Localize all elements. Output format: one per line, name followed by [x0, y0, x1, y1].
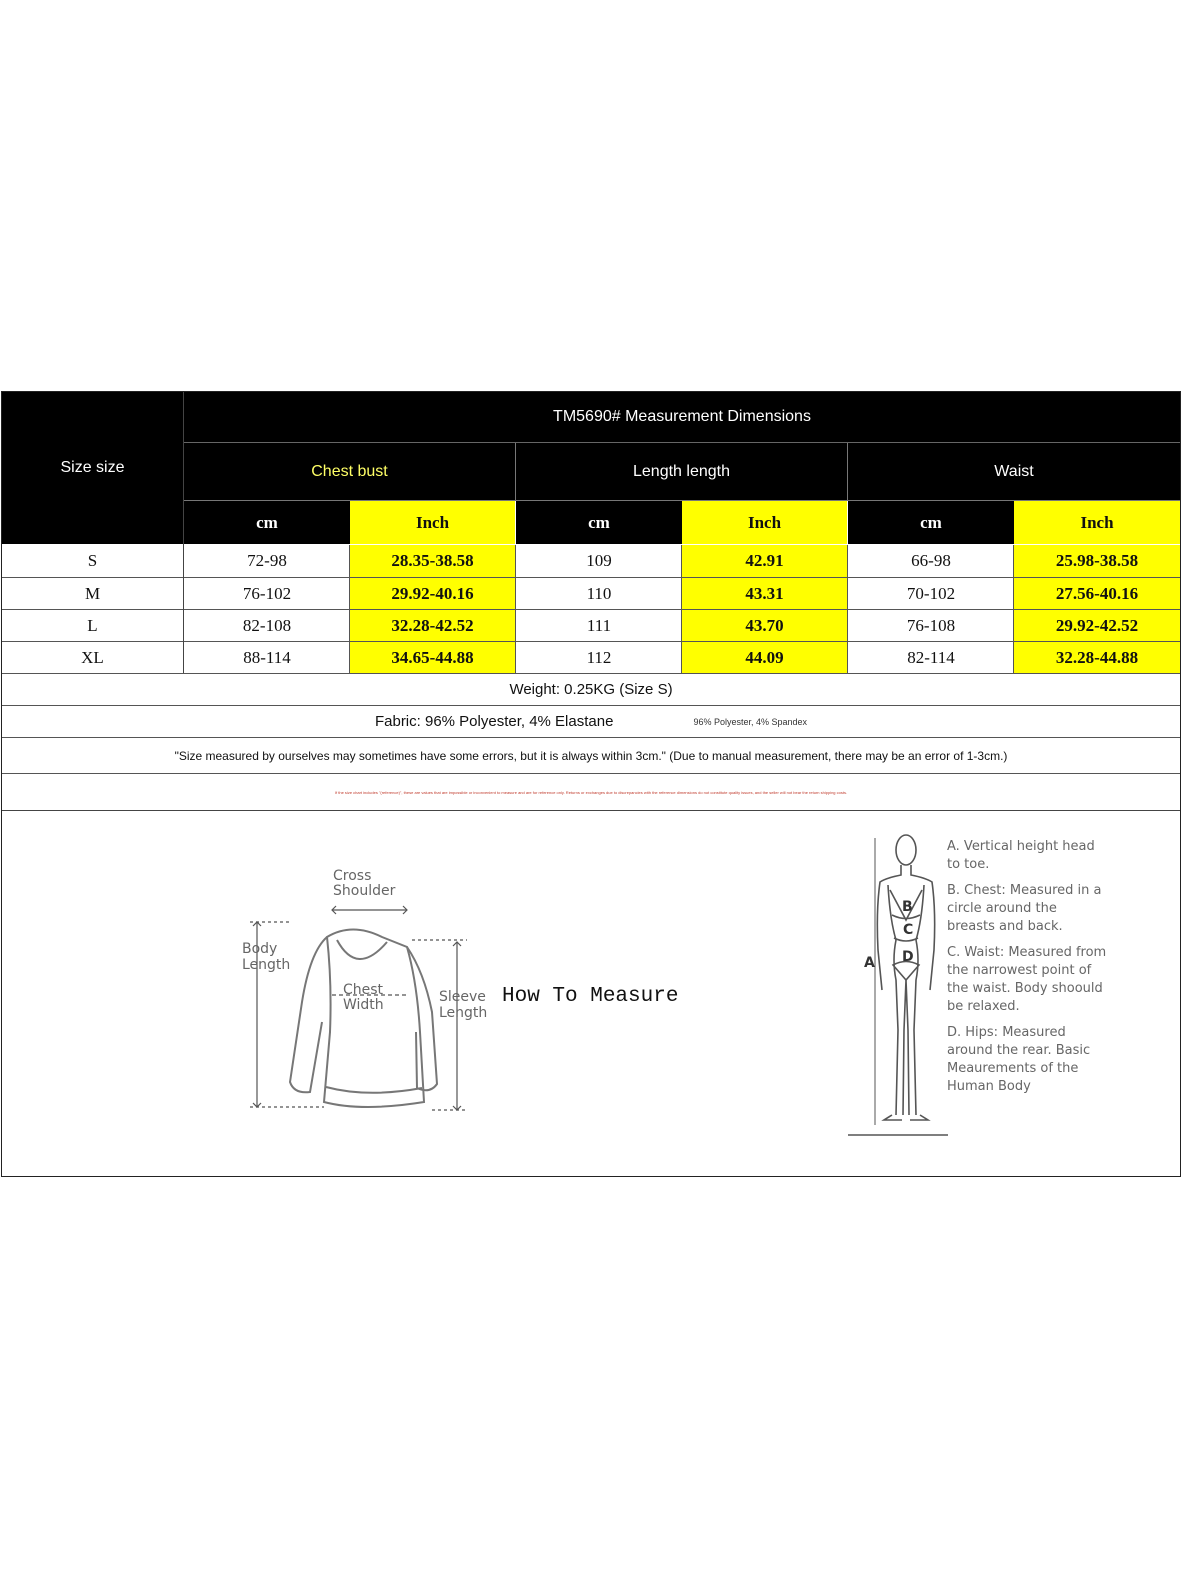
table-cell — [848, 610, 1014, 641]
table-cell — [682, 610, 847, 641]
letter-c: C — [903, 922, 914, 938]
unit-label: cm — [256, 512, 278, 532]
cell-value: 111 — [586, 615, 612, 635]
table-cell — [1014, 642, 1180, 673]
cell-value: 109 — [586, 551, 612, 570]
unit-header-cm-waist — [848, 501, 1014, 544]
cell-value: 66-98 — [911, 551, 951, 570]
cell-value: 82-108 — [242, 615, 292, 635]
table-cell — [350, 578, 515, 609]
group-label-length: Length length — [633, 462, 730, 480]
table-cell — [1014, 610, 1180, 641]
cell-value: 29.92-42.52 — [1055, 615, 1139, 635]
disclaimer-text: If the size chart includes "(reference)", these are values that are impossible or inconvenient to measure and are for reference only. Returns or exchanges due to discrepancies with the reference dimensions do not constitute quality issues, and the seller will not bear the return shipping costs. — [334, 789, 848, 795]
table-cell — [848, 578, 1014, 609]
body-length-label-2: Length — [242, 957, 291, 973]
cell-value: 82-114 — [907, 647, 955, 667]
unit-header-cm-chest — [184, 501, 350, 544]
cell-value: 110 — [586, 583, 612, 603]
cell-value: 25.98-38.58 — [1055, 551, 1139, 570]
chest-width-label-2: Width — [343, 997, 384, 1013]
table-row-size — [2, 642, 183, 673]
unit-header-inch-chest — [350, 501, 515, 544]
group-label-waist: Waist — [994, 462, 1034, 480]
unit-label: cm — [588, 512, 610, 532]
group-label-chest: Chest bust — [311, 462, 388, 480]
cell-value: 27.56-40.16 — [1055, 583, 1139, 603]
disclaimer-row — [2, 774, 1180, 810]
shirt-diagram — [232, 862, 502, 1122]
cross-shoulder-label-2: Shoulder — [333, 883, 396, 899]
unit-header-inch-waist — [1014, 501, 1180, 544]
cell-value: 28.35-38.58 — [391, 551, 474, 570]
table-cell — [516, 545, 682, 577]
table-cell — [516, 642, 682, 673]
table-cell — [682, 642, 847, 673]
table-cell — [184, 545, 350, 577]
table-cell — [184, 578, 350, 609]
weight-row — [2, 674, 1180, 705]
size-header-cell — [2, 392, 183, 544]
weight-text: Weight: 0.25KG (Size S) — [509, 681, 673, 698]
size-chart — [1, 391, 1181, 1177]
cell-value: 34.65-44.88 — [391, 647, 474, 667]
unit-label: Inch — [1080, 512, 1114, 532]
cell-value: 76-102 — [242, 583, 292, 603]
note-row — [2, 738, 1180, 773]
size-header-label: Size size — [60, 459, 125, 476]
sleeve-length-label-1: Sleeve — [439, 989, 486, 1005]
body-length-label-1: Body — [242, 941, 278, 957]
table-row-size — [2, 545, 183, 577]
sleeve-length-label-2: Length — [439, 1005, 488, 1021]
size-value: XL — [81, 647, 104, 667]
size-value: L — [87, 615, 98, 635]
fabric-row — [2, 706, 1180, 737]
table-cell — [1014, 578, 1180, 609]
definition-item: C. Waist: Measured from the narrowest point of the waist. Body shoould be relaxed. — [947, 945, 1107, 1014]
cell-value: 112 — [586, 647, 612, 667]
cell-value: 88-114 — [243, 647, 291, 667]
table-cell — [184, 642, 350, 673]
cell-value: 44.09 — [745, 647, 784, 667]
definition-item: B. Chest: Measured in a circle around the breasts and back. — [947, 883, 1102, 934]
size-value: M — [84, 583, 101, 603]
cell-value: 32.28-44.88 — [1055, 647, 1139, 667]
measurement-definitions — [947, 838, 1107, 1104]
letter-d: D — [902, 949, 914, 965]
unit-header-cm-length — [516, 501, 682, 544]
definition-item: D. Hips: Measured around the rear. Basic Meaurements of the Human Body — [947, 1025, 1091, 1094]
definition-item: A. Vertical height head to toe. — [947, 839, 1095, 872]
table-cell — [350, 642, 515, 673]
table-cell — [516, 610, 682, 641]
size-value: S — [87, 551, 98, 570]
fabric-small-text: 96% Polyester, 4% Spandex — [693, 716, 808, 727]
cell-value: 76-108 — [906, 615, 956, 635]
cell-value: 42.91 — [745, 551, 784, 570]
unit-label: Inch — [415, 512, 450, 532]
table-cell — [184, 610, 350, 641]
cell-value: 43.31 — [745, 583, 784, 603]
cell-value: 29.92-40.16 — [391, 583, 474, 603]
body-figure — [848, 830, 948, 1150]
table-cell — [350, 610, 515, 641]
table-cell — [848, 545, 1014, 577]
cross-shoulder-label-1: Cross — [333, 868, 372, 884]
fabric-text: Fabric: 96% Polyester, 4% Elastane — [374, 713, 614, 730]
table-cell — [682, 545, 847, 577]
letter-b: B — [902, 899, 913, 915]
group-header-length — [516, 443, 847, 500]
cell-value: 72-98 — [247, 551, 287, 570]
table-cell — [848, 642, 1014, 673]
how-to-measure-title: How To Measure — [502, 985, 679, 1008]
table-title: TM5690# Measurement Dimensions — [553, 408, 811, 425]
group-header-chest — [184, 443, 515, 500]
table-cell — [516, 578, 682, 609]
table-cell — [682, 578, 847, 609]
chest-width-label-1: Chest — [343, 982, 384, 998]
letter-a: A — [864, 955, 875, 971]
table-cell — [1014, 545, 1180, 577]
table-cell — [350, 545, 515, 577]
cell-value: 43.70 — [745, 615, 784, 635]
cell-value: 32.28-42.52 — [391, 615, 474, 635]
unit-header-inch-length — [682, 501, 847, 544]
table-row-size — [2, 610, 183, 641]
unit-label: Inch — [747, 512, 782, 532]
table-title-cell — [184, 392, 1180, 442]
table-row-size — [2, 578, 183, 609]
measure-note: "Size measured by ourselves may sometimes have some errors, but it is always within 3cm." (Due to manual measurement, there may be an error of 1-3cm.) — [174, 748, 1008, 763]
unit-label: cm — [920, 512, 942, 532]
group-header-waist — [848, 443, 1180, 500]
cell-value: 70-102 — [906, 583, 956, 603]
